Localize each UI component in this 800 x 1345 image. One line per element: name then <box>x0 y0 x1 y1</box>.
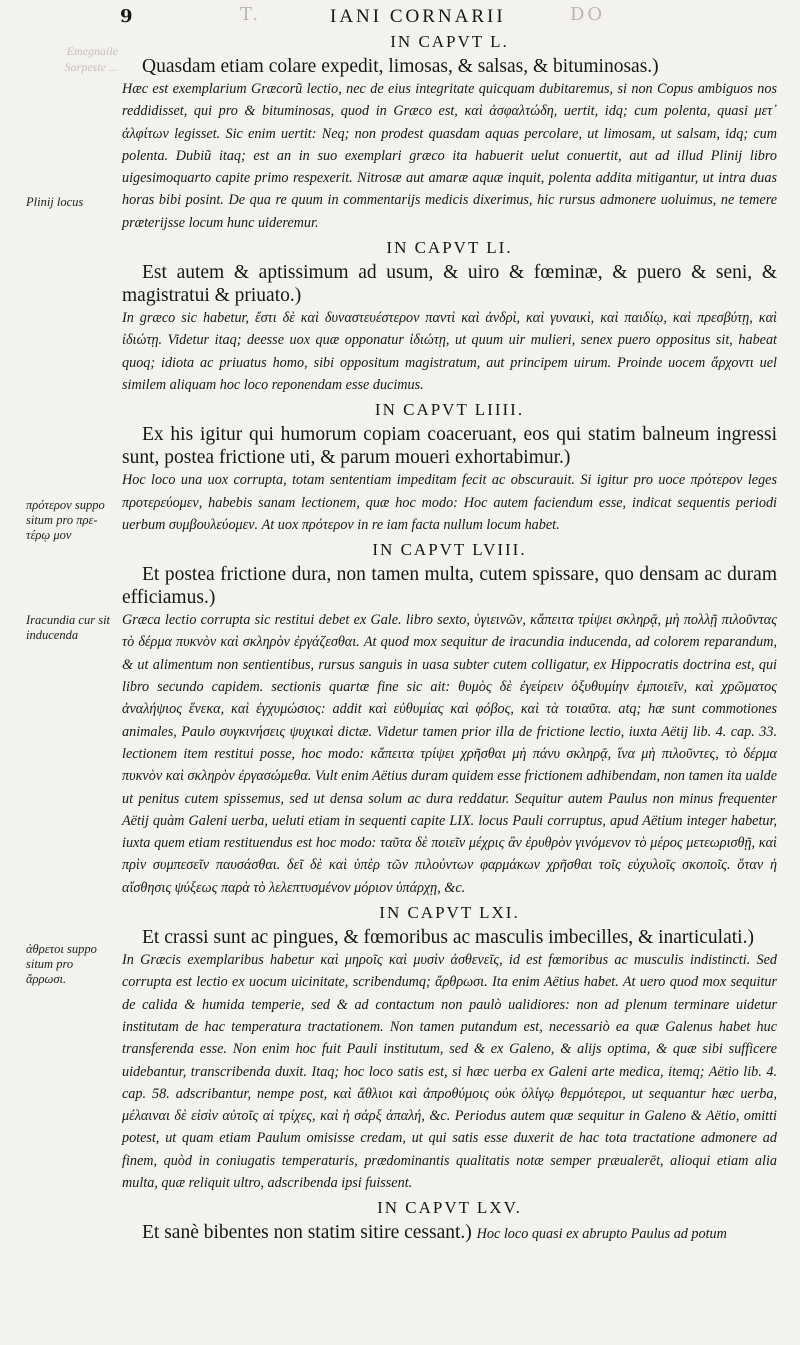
margin-note: Iracundia cur sit inducenda <box>26 613 111 642</box>
section-caput-l <box>122 31 777 234</box>
section-heading: IN CAPVT L. <box>390 32 509 51</box>
ghost-margin-note: Emegnaile <box>66 44 118 58</box>
bleed-through-left: T. <box>240 4 262 25</box>
section-caput-liiii <box>122 399 777 536</box>
section-commentary: Hoc loco quasi ex abrupto Paulus ad potum <box>476 1226 727 1243</box>
section-lemma <box>122 1221 777 1245</box>
section-lemma: Et postea frictione dura, non tamen multa, cutem spissare, quo densam ac duram efficiamus.) <box>122 564 777 609</box>
running-title: IANI CORNARII <box>330 6 506 27</box>
section-commentary: In græco sic habetur, ἔστι δὲ καὶ δυναστευέστερον παντὶ καὶ ἀνδρὶ, καὶ γυναικὶ, καὶ παιδίῳ, καὶ πρεσβύτῃ, καὶ ἰδιώτῃ. Videtur itaq; deesse uox quæ opponatur ἰδιώτῃ, ut quum uir mulieri, senex puero oppositus sit, habeat quoq; idiota ac priuatus homo, sibi oppositum magistratum, aut principem uirum. Proinde uocem ἄρχοντι uel similem aliquam hoc loco reponendam esse ducimus. <box>122 310 777 393</box>
section-heading: IN CAPVT LIIII. <box>374 400 525 420</box>
page-number: 9 <box>120 6 136 27</box>
section-commentary: In Græcis exemplaribus habetur καὶ μηροῖς καὶ μυσὶν ἀσθενεῖς, id est fœmoribus ac musculis indistincti. Sed corrupta est lectio ex uocum uicinitate, scribendumq; ἄρθρωσι. Ita enim Aëtius habet. At uero quod mox sequitur de calida & humida temperie, sed & ad contactum non paulò ualidiores: non ad plenum terminare uidetur institutam de hac temperatura tractationem. Non tamen putandum est, necessariò ea quæ Galenus habet huc transferenda esse. Non enim hoc fuit Pauli institutum, sed & ex Galeno, & alijs optima, & quæ sibi sufficere uidebantur, transcribenda duxit. Itaq; hoc loco satis est, si hæc uerba ex Galeni arte medica, itemq; Aëtio lib. 4. cap. 58. adscribantur, nempe post, καὶ ἄθλιοι καὶ ἀπροθύμοις οὐκ ὀλίγῳ θερμότεροι, ut sequantur hæc uerba, μέλαιναι δὲ εἰσὶν αὐτοῖς αἱ τρίχες, καὶ ἡ σάρξ ἁπαλή, &c. Periodus autem quæ sequitur in Galeno & Aëtio, omitti potest, ut quam etiam Paulum omisisse credam, ut qui satis esse duxerit de hac tota tractatione admonere ad finem, quòd in coniugatis temperaturis, prædominantis qualitatis notæ semper præualerēt, alioqui etiam alia multa, quæ reliquit ultro, adscribenda ipsi fuissent. <box>122 952 777 1191</box>
bleed-through-right: DO <box>570 4 606 25</box>
section-caput-li <box>122 237 777 396</box>
section-heading: IN CAPVT LI. <box>386 238 513 258</box>
ghost-margin-note: Sarpeste ... <box>64 60 118 74</box>
section-lemma: Quasdam etiam colare expedit, limosas, & salsas, & bituminosas.) <box>142 56 659 77</box>
margin-note: ἀθρετοι suppo situm pro ἄρρωσι. <box>26 942 97 986</box>
section-caput-lxv <box>122 1197 777 1245</box>
section-lemma-text: Et sanè bibentes non statim sitire cessant.) <box>142 1222 472 1244</box>
section-commentary: Hæc est exemplarium Græcorũ lectio, nec de eius integritate quicquam dubitaremus, si non Copus ambiguos nos reddidisset, qui pro & bituminosas, quod in Græco est, καὶ ἀσφαλτώδη, uertit, idq; cum polenta, quasi μετ᾽ ἀλφίτων legisset. Sic enim uertit: Neq; non prodest quasdam aquas percolare, ut limosam, ut salsam, idq; cum polenta. Dubiũ itaq; est an in suo exemplari græco ita habuerit uelut conuertit, aut ad illud Plinij libro uigesimoquarto capite primo respexerit. Nitrosæ aut amaræ aquæ inquit, polenta addita mitigantur, ut intra duas horas bibi posint. De qua re quum in commentarijs medicis dixerimus, hic rursus admonere uoluimus, ne temere præterijsse locum hunc uideremur. <box>122 81 777 231</box>
section-caput-lxi <box>122 902 777 1194</box>
section-commentary: Græca lectio corrupta sic restitui debet ex Gale. libro sexto, ὑγιεινῶν, κἄπειτα τρίψει σκληρᾷ, μὴ πολλῇ πιλοῦντας τὸ δέρμα πυκνὸν καὶ σκληρὸν ἐργάζεσθαι. At quod mox sequitur de iracundia inducenda, ad colorem reparandum, & ut alimentum non sentientibus, rursus sanguis in uasa subter cutem colligatur, ex Hippocratis doctrina est, qui libro secundo capidem. sectionis quartæ fine sic ait: θυμὸς δὲ ἐγείρειν ὀξυθυμίην ἐμποιεῖν, καὶ χρῶματος ἀναλήψιος ἕνεκα, καὶ ἐγχυμώσιος: addit καὶ εὐθυμίας καὶ φόβος, καὶ τὰ τοιαῦτα. atq; hæ sunt commotiones animales, Paulo συγκινήσεις ψυχικαὶ dictæ. Videtur tamen prior illa de frictione lectio, iuxta Aëtij lib. 4. cap. 33. lectionem item restitui posse, hoc modo: κἄπειτα τρίψει χρῆσθαι μὴ πάνυ σκληρᾷ, ἵνα μὴ πιλοῦντες, τὸ δέρμα πυκνὸν καὶ σκληρὸν ἐργασώμεθα. Vult enim Aëtius duram quidem esse frictionem adhibendam, non tamen ita ualde ut penitus cutem spissemus, sed ut densa solum ac dura reddatur. Sequitur autem Paulus non minus frequenter Aëtij quàm Galeni uerba, ueluti etiam in sequenti capite LIX. locus Pauli corruptus, apud Aëtium integer habetur, iuxta quem etiam restituendus est hoc modo: ταῦτα δὲ ποιεῖν μέχρις ἂν ἐρυθρὸν γινόμενον τὸ μέρος μετεωρισθῇ, καὶ πρὶν συμπεσεῖν παυσάσθαι. δεῖ δὲ καὶ ὑπὲρ τῶν πιλούντων φαρμάκων χρῆσθαι τοῖς εὐχυλοῖς σκοποῖς. ὅταν ἡ αἴσθησις ψύξεως παρὰ τὸ λελεπτυσμένον μόριον ὑπάρχῃ, &c. <box>122 612 777 896</box>
section-heading: IN CAPVT LXI. <box>379 903 520 923</box>
section-heading: IN CAPVT LXV. <box>377 1198 522 1218</box>
margin-note: Plinij locus <box>26 195 84 209</box>
main-text-column <box>122 28 777 1248</box>
margin-note: πρότερον suppo situm pro πρε- τέρῳ μον <box>26 498 105 542</box>
section-heading: IN CAPVT LVIII. <box>372 540 527 560</box>
section-lemma: Ex his igitur qui humorum copiam coaceruant, eos qui statim balneum ingressi sunt, postea frictione uti, & parum moueri exhortabimur.) <box>122 424 777 469</box>
section-lemma: Et crassi sunt ac pingues, & fœmoribus ac masculis imbecilles, & inarticulati.) <box>142 927 754 949</box>
section-commentary: Hoc loco una uox corrupta, totam sententiam impeditam fecit ac obscurauit. Si igitur pro uoce πρότερον leges πρoτερεύομεν, habebis sanam lectionem, quæ hoc modo: Hoc autem faciendum esse, indicat sequentis periodi uerbum συμβουλεύομεν. At uox πρότερον in re iam facta nullum locum habet. <box>122 472 777 533</box>
section-lemma: Est autem & aptissimum ad usum, & uiro & fœminæ, & puero & seni, & magistratui & priuato.) <box>122 262 777 307</box>
section-caput-lviii <box>122 539 777 899</box>
